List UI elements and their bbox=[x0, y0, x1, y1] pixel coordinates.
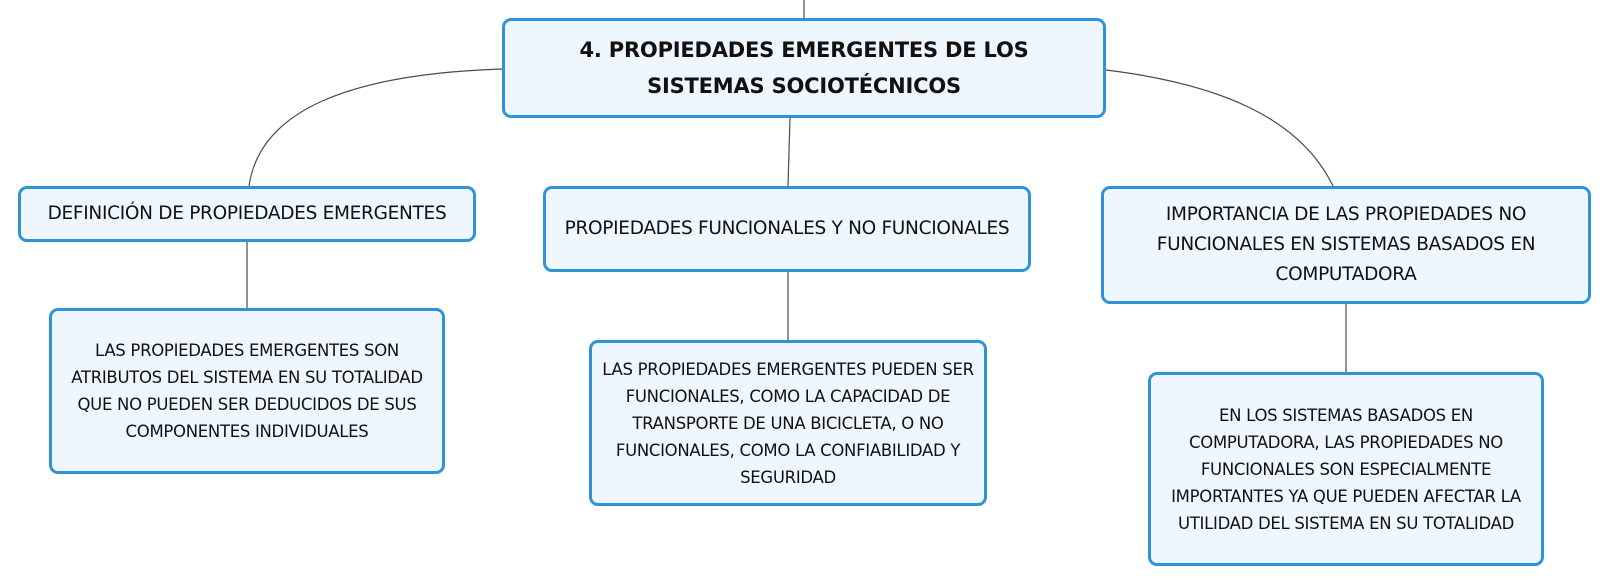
subtopic-text: LAS PROPIEDADES EMERGENTES PUEDEN SER FUNCIONALES, COMO LA CAPACIDAD DE TRANSPORTE DE UNA BICICLETA, O NO FUNCIONALES, COMO LA CONFIABILIDAD Y SEGURIDAD bbox=[602, 359, 974, 487]
topic-definicion[interactable] bbox=[18, 186, 476, 242]
topic-importancia[interactable] bbox=[1101, 186, 1591, 304]
connector-root-to-funcionales bbox=[788, 118, 790, 186]
topic-label: DEFINICIÓN DE PROPIEDADES EMERGENTES bbox=[47, 203, 447, 224]
subtopic-importancia-detail[interactable] bbox=[1148, 372, 1544, 566]
subtopic-text: LAS PROPIEDADES EMERGENTES SON ATRIBUTOS DEL SISTEMA EN SU TOTALIDAD QUE NO PUEDEN SER DEDUCIDOS DE SUS COMPONENTES INDIVIDUALES bbox=[71, 341, 423, 441]
topic-label: IMPORTANCIA DE LAS PROPIEDADES NO FUNCIONALES EN SISTEMAS BASADOS EN COMPUTADORA bbox=[1156, 204, 1536, 285]
central-topic-label: 4. PROPIEDADES EMERGENTES DE LOS SISTEMAS SOCIOTÉCNICOS bbox=[579, 38, 1029, 98]
subtopic-text: EN LOS SISTEMAS BASADOS EN COMPUTADORA, LAS PROPIEDADES NO FUNCIONALES SON ESPECIALMENTE IMPORTANTES YA QUE PUEDEN AFECTAR LA UTILIDAD DEL SISTEMA EN SU TOTALIDAD bbox=[1171, 405, 1521, 533]
topic-funcionales[interactable] bbox=[543, 186, 1031, 272]
connector-root-to-importancia bbox=[1106, 70, 1333, 186]
subtopic-definicion-detail[interactable] bbox=[49, 308, 445, 474]
connector-root-to-definicion bbox=[249, 69, 502, 186]
topic-label: PROPIEDADES FUNCIONALES Y NO FUNCIONALES bbox=[564, 218, 1010, 239]
subtopic-funcionales-detail[interactable] bbox=[589, 340, 987, 506]
central-topic[interactable] bbox=[502, 18, 1106, 118]
